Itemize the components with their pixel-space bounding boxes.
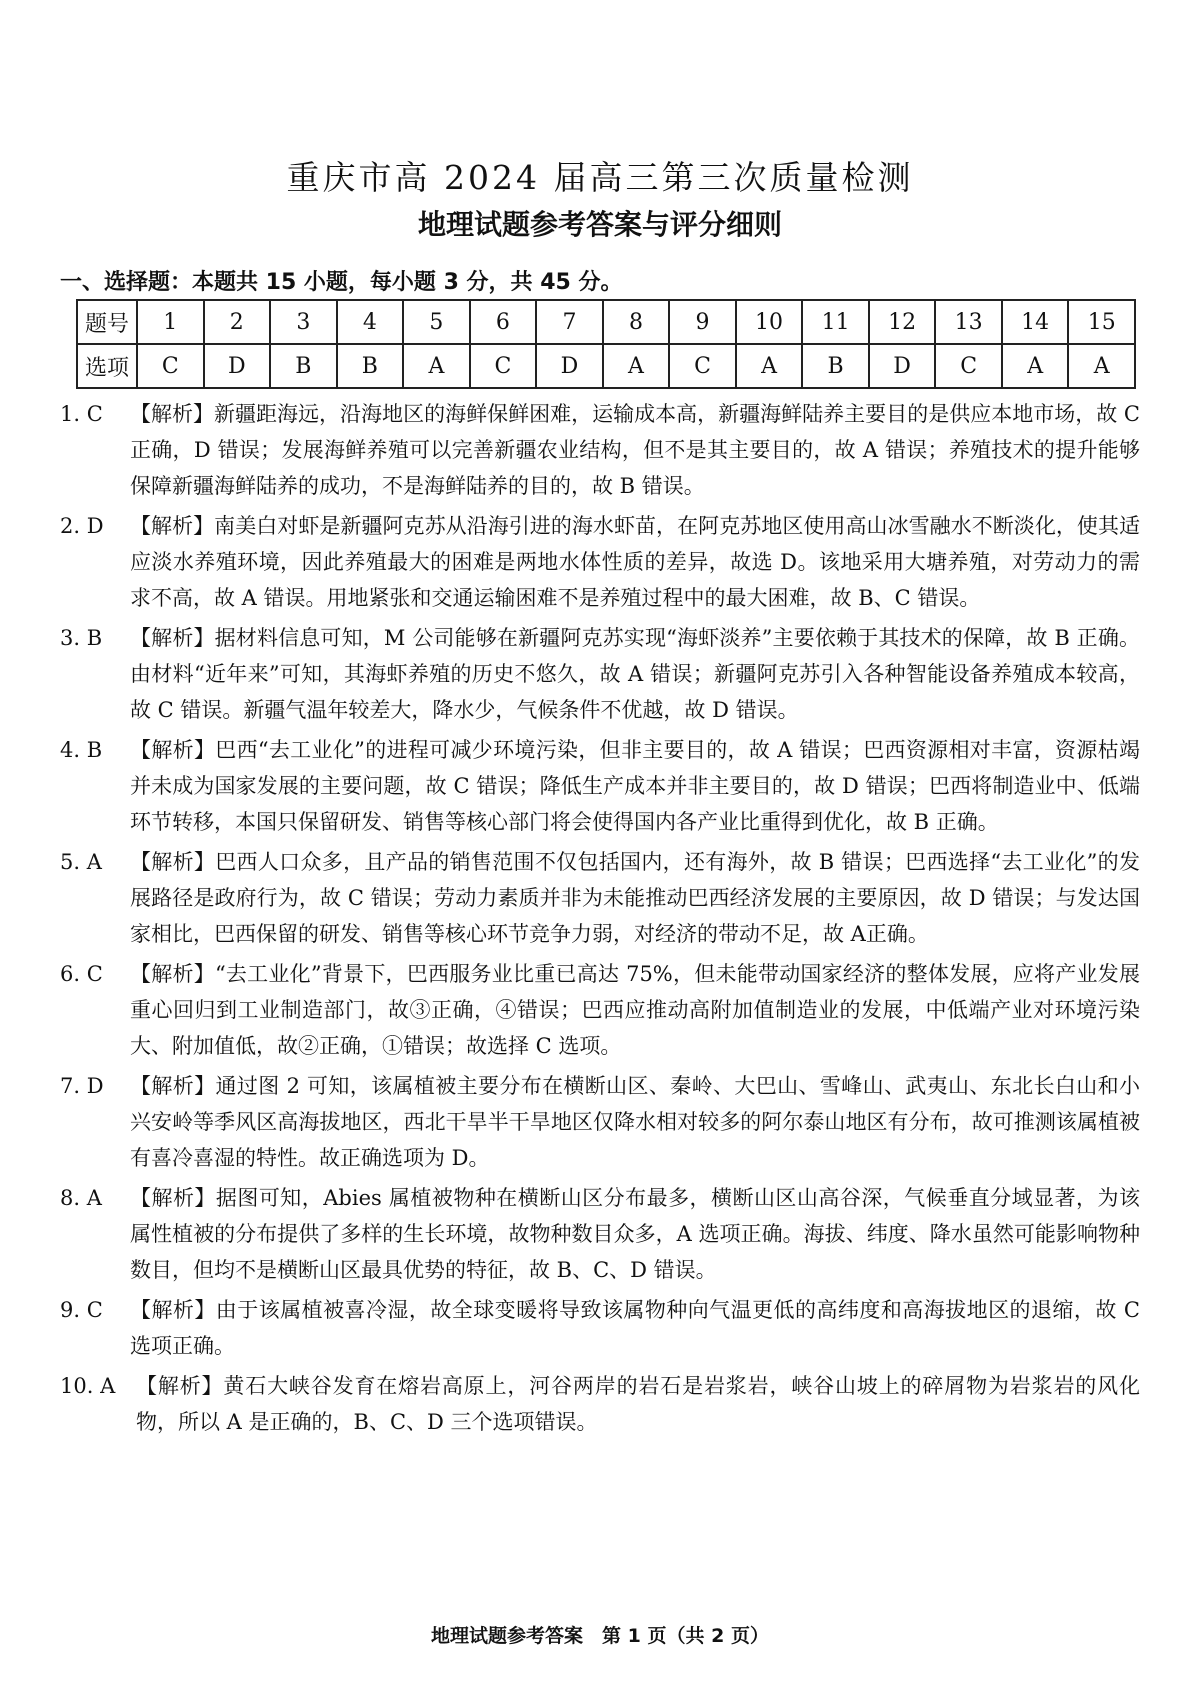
answer-cell: A (1068, 344, 1135, 388)
explanation-number: 3. B (60, 626, 103, 650)
explanation-number: 4. B (60, 738, 103, 762)
answer-cell: C (935, 344, 1002, 388)
explanation-item (60, 508, 1140, 616)
section-heading: 一、选择题：本题共 15 小题，每小题 3 分，共 45 分。 (60, 270, 623, 295)
explanation-text: 【解析】巴西“去工业化”的进程可减少环境污染，但非主要目的，故 A 错误；巴西资源相对丰富，资源枯竭并未成为国家发展的主要问题，故 C 错误；降低生产成本并非主要目的，故 D 错误；巴西将制造业中、低端环节转移，本国只保留研发、销售等核心部门将会使得国内各产业比重得到优化，故 B 正确。 (130, 738, 1140, 834)
row-label-answer: 选项 (77, 344, 137, 388)
question-number-cell: 6 (470, 300, 537, 344)
answer-cell: C (137, 344, 204, 388)
explanation-number: 9. C (60, 1298, 103, 1322)
document-subtitle: 地理试题参考答案与评分细则 (417, 208, 782, 241)
answer-cell: C (470, 344, 537, 388)
explanation-item (60, 1068, 1140, 1176)
explanation-text: 【解析】黄石大峡谷发育在熔岩高原上，河谷两岸的岩石是岩浆岩，峡谷山坡上的碎屑物为岩浆岩的风化物，所以 A 是正确的，B、C、D 三个选项错误。 (136, 1374, 1140, 1434)
question-number-cell: 2 (204, 300, 271, 344)
explanation-text: 【解析】“去工业化”背景下，巴西服务业比重已高达 75%，但未能带动国家经济的整体发展，应将产业发展重心回归到工业制造部门，故③正确，④错误；巴西应推动高附加值制造业的发展，中低端产业对环境污染大、附加值低，故②正确，①错误；故选择 C 选项。 (130, 962, 1140, 1058)
answer-cell: D (204, 344, 271, 388)
question-number-cell: 5 (403, 300, 470, 344)
explanation-text: 【解析】巴西人口众多，且产品的销售范围不仅包括国内，还有海外，故 B 错误；巴西选择“去工业化”的发展路径是政府行为，故 C 错误；劳动力素质并非为未能推动巴西经济发展的主要原因，故 D 错误；与发达国家相比，巴西保留的研发、销售等核心环节竞争力弱，对经济的带动不足，故 A正确。 (130, 850, 1140, 946)
question-number-cell: 10 (736, 300, 803, 344)
answer-row (77, 344, 1135, 388)
question-number-cell: 7 (536, 300, 603, 344)
question-number-cell: 15 (1068, 300, 1135, 344)
explanation-number: 5. A (60, 850, 102, 874)
explanation-number: 2. D (60, 514, 104, 538)
row-label-number: 题号 (77, 300, 137, 344)
answer-cell: B (270, 344, 337, 388)
answer-cell: B (802, 344, 869, 388)
answer-cell: A (403, 344, 470, 388)
answer-table (76, 299, 1136, 389)
question-number-cell: 3 (270, 300, 337, 344)
explanation-item (60, 1180, 1140, 1288)
answer-cell: A (1002, 344, 1069, 388)
explanation-item (60, 1368, 1140, 1440)
explanation-item (60, 396, 1140, 504)
question-number-cell: 12 (869, 300, 936, 344)
question-number-cell: 13 (935, 300, 1002, 344)
question-number-cell: 14 (1002, 300, 1069, 344)
question-number-cell: 8 (603, 300, 670, 344)
answer-cell: C (669, 344, 736, 388)
explanation-item (60, 1292, 1140, 1364)
answer-cell: A (736, 344, 803, 388)
explanation-text: 【解析】南美白对虾是新疆阿克苏从沿海引进的海水虾苗，在阿克苏地区使用高山冰雪融水不断淡化，使其适应淡水养殖环境，因此养殖最大的困难是两地水体性质的差异，故选 D。该地采用大塘养殖，对劳动力的需求不高，故 A 错误。用地紧张和交通运输困难不是养殖过程中的最大困难，故 B、C 错误。 (130, 514, 1140, 610)
document-title: 重庆市高 2024 届高三第三次质量检测 (286, 158, 914, 197)
question-number-cell: 1 (137, 300, 204, 344)
explanation-list (60, 396, 1140, 1444)
explanation-text: 【解析】通过图 2 可知，该属植被主要分布在横断山区、秦岭、大巴山、雪峰山、武夷山、东北长白山和小兴安岭等季风区高海拔地区，西北干旱半干旱地区仅降水相对较多的阿尔泰山地区有分布，故可推测该属植被有喜冷喜湿的特性。故正确选项为 D。 (130, 1074, 1140, 1170)
explanation-number: 10. A (60, 1374, 116, 1398)
explanation-number: 6. C (60, 962, 103, 986)
answer-cell: A (603, 344, 670, 388)
question-number-cell: 9 (669, 300, 736, 344)
question-number-row (77, 300, 1135, 344)
explanation-item (60, 620, 1140, 728)
explanation-text: 【解析】由于该属植被喜冷湿，故全球变暖将导致该属物种向气温更低的高纬度和高海拔地区的退缩，故 C 选项正确。 (130, 1298, 1140, 1358)
page-footer: 地理试题参考答案 第 1 页（共 2 页） (431, 1625, 769, 1647)
explanation-text: 【解析】据材料信息可知，M 公司能够在新疆阿克苏实现“海虾淡养”主要依赖于其技术的保障，故 B 正确。由材料“近年来”可知，其海虾养殖的历史不悠久，故 A 错误；新疆阿克苏引入各种智能设备养殖成本较高，故 C 错误。新疆气温年较差大，降水少，气候条件不优越，故 D 错误。 (130, 626, 1140, 722)
question-number-cell: 11 (802, 300, 869, 344)
answer-cell: D (536, 344, 603, 388)
question-number-cell: 4 (337, 300, 404, 344)
explanation-number: 8. A (60, 1186, 102, 1210)
explanation-number: 7. D (60, 1074, 104, 1098)
explanation-item (60, 844, 1140, 952)
explanation-item (60, 956, 1140, 1064)
explanation-text: 【解析】据图可知，Abies 属植被物种在横断山区分布最多，横断山区山高谷深，气候垂直分域显著，为该属性植被的分布提供了多样的生长环境，故物种数目众多，A 选项正确。海拔、纬度、降水虽然可能影响物种数目，但均不是横断山区最具优势的特征，故 B、C、D 错误。 (130, 1186, 1140, 1282)
explanation-item (60, 732, 1140, 840)
answer-cell: D (869, 344, 936, 388)
explanation-text: 【解析】新疆距海远，沿海地区的海鲜保鲜困难，运输成本高，新疆海鲜陆养主要目的是供应本地市场，故 C 正确，D 错误；发展海鲜养殖可以完善新疆农业结构，但不是其主要目的，故 A 错误；养殖技术的提升能够保障新疆海鲜陆养的成功，不是海鲜陆养的目的，故 B 错误。 (130, 402, 1140, 498)
explanation-number: 1. C (60, 402, 103, 426)
answer-cell: B (337, 344, 404, 388)
